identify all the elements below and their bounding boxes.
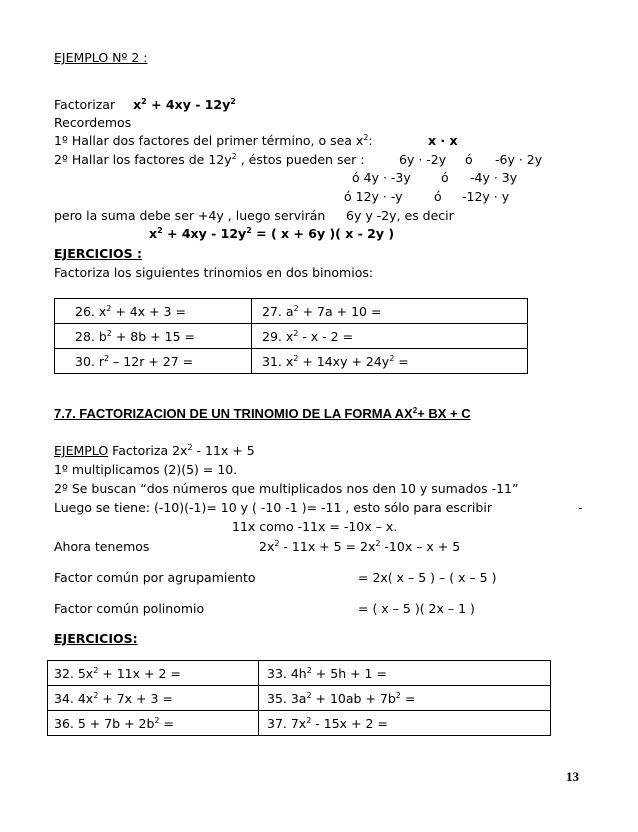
table-row <box>55 349 528 374</box>
exercises1-instruction: Factoriza los siguientes trinomios en dos binomios: <box>54 265 374 280</box>
recordemos: Recordemos <box>54 115 132 130</box>
sum-line: pero la suma debe ser +4y , luego servirán <box>54 208 326 223</box>
ahora-label: Ahora tenemos <box>54 539 150 554</box>
exercises1-table <box>54 298 528 374</box>
step1-result: x · x <box>428 133 458 148</box>
step2-opt3: -6y · 2y <box>495 152 543 167</box>
exercise-34: 34. $4x^2 + 7x + 3$ = <box>48 686 259 711</box>
row3-opt1: ó 12y · -y <box>344 189 403 204</box>
exercise-30: 30. $r^2 - 12r + 27$ = <box>55 349 252 374</box>
exercises2-table <box>47 660 551 736</box>
factor-agrup-label: Factor común por agrupamiento <box>54 570 256 585</box>
factorizar-label: Factorizar <box>54 97 116 112</box>
table-row <box>48 711 551 736</box>
row2-opt3: -4y · 3y <box>470 170 518 185</box>
example-step2: 2º Se buscan “dos números que multiplicados nos den 10 y sumados -11” <box>54 481 519 496</box>
exercise-33: 33. $4h^2 + 5h + 1$ = <box>259 661 551 686</box>
exercises1-title: EJERCICIOS : <box>54 246 142 261</box>
final-equation: $x^2 + 4xy - 12y^2$ = ( x + 6y )( x - 2y ) <box>149 226 395 241</box>
row2-opt2: ó <box>441 170 449 185</box>
example-label: EJEMPLO <box>54 443 109 458</box>
table-row <box>55 324 528 349</box>
factor-poli-label: Factor común polinomio <box>54 601 205 616</box>
row2-opt1: ó 4y · -3y <box>352 170 411 185</box>
exercise-36: 36. $5 + 7b + 2b^2$ = <box>48 711 259 736</box>
exercise-37: 37. $7x^2 - 15x + 2$ = <box>259 711 551 736</box>
factorizar-line <box>54 97 236 113</box>
exercise-26: 26. $x^2 + 4x + 3$ = <box>55 299 252 324</box>
factorizar-expr: $x^2 + 4xy - 12y^2$ <box>133 97 236 112</box>
step2-opt2: ó <box>465 152 473 167</box>
exercises2-title: EJERCICIOS: <box>54 631 138 646</box>
example-luego: Luego se tiene: (-10)(-1)= 10 y ( -10 -1 )= -11 , esto sólo para escribir <box>54 500 492 515</box>
exercise-27: 27. $a^2 + 7a + 10$ = <box>252 299 528 324</box>
page-number: 13 <box>566 769 579 784</box>
exercise-28: 28. $b^2 + 8b + 15$ = <box>55 324 252 349</box>
example-dash: - <box>578 500 583 515</box>
step1-line: 1º Hallar dos factores del primer término, o sea $x^2$: <box>54 133 373 148</box>
factor-agrup-eq: = 2x( x – 5 ) – ( x – 5 ) <box>358 570 497 585</box>
row3-opt3: -12y · y <box>462 189 510 204</box>
exercise-31: 31. $x^2 + 14xy + 24y^2$ = <box>252 349 528 374</box>
ahora-equation: $2x^2 - 11x + 5 = 2x^2$ -10x – x + 5 <box>259 539 461 554</box>
table-row <box>55 299 528 324</box>
example-11x: 11x como -11x = -10x – x. <box>232 519 398 534</box>
exercise-29: 29. $x^2$ - x - 2 = <box>252 324 528 349</box>
step2-opt1: 6y · -2y <box>399 152 447 167</box>
table-row <box>48 686 551 711</box>
exercise-35: 35. $3a^2 + 10ab + 7b^2$ = <box>259 686 551 711</box>
sum-result: 6y y -2y, es decir <box>346 208 454 223</box>
exercise-32: 32. $5x^2 + 11x + 2$ = <box>48 661 259 686</box>
step2-line: 2º Hallar los factores de $12y^2$ , éstos pueden ser : <box>54 152 365 167</box>
example-step1: 1º multiplicamos (2)(5) = 10. <box>54 462 238 477</box>
section-heading: 7.7. FACTORIZACION DE UN TRINOMIO DE LA FORMA $AX^2+$ BX + C <box>54 406 471 421</box>
table-row <box>48 661 551 686</box>
row3-opt2: ó <box>434 189 442 204</box>
factor-poli-eq: = ( x – 5 )( 2x – 1 ) <box>358 601 475 616</box>
example-line: EJEMPLO Factoriza $2x^2 - 11x + 5$ <box>54 443 255 458</box>
example2-title: EJEMPLO Nº 2 : <box>54 50 148 65</box>
